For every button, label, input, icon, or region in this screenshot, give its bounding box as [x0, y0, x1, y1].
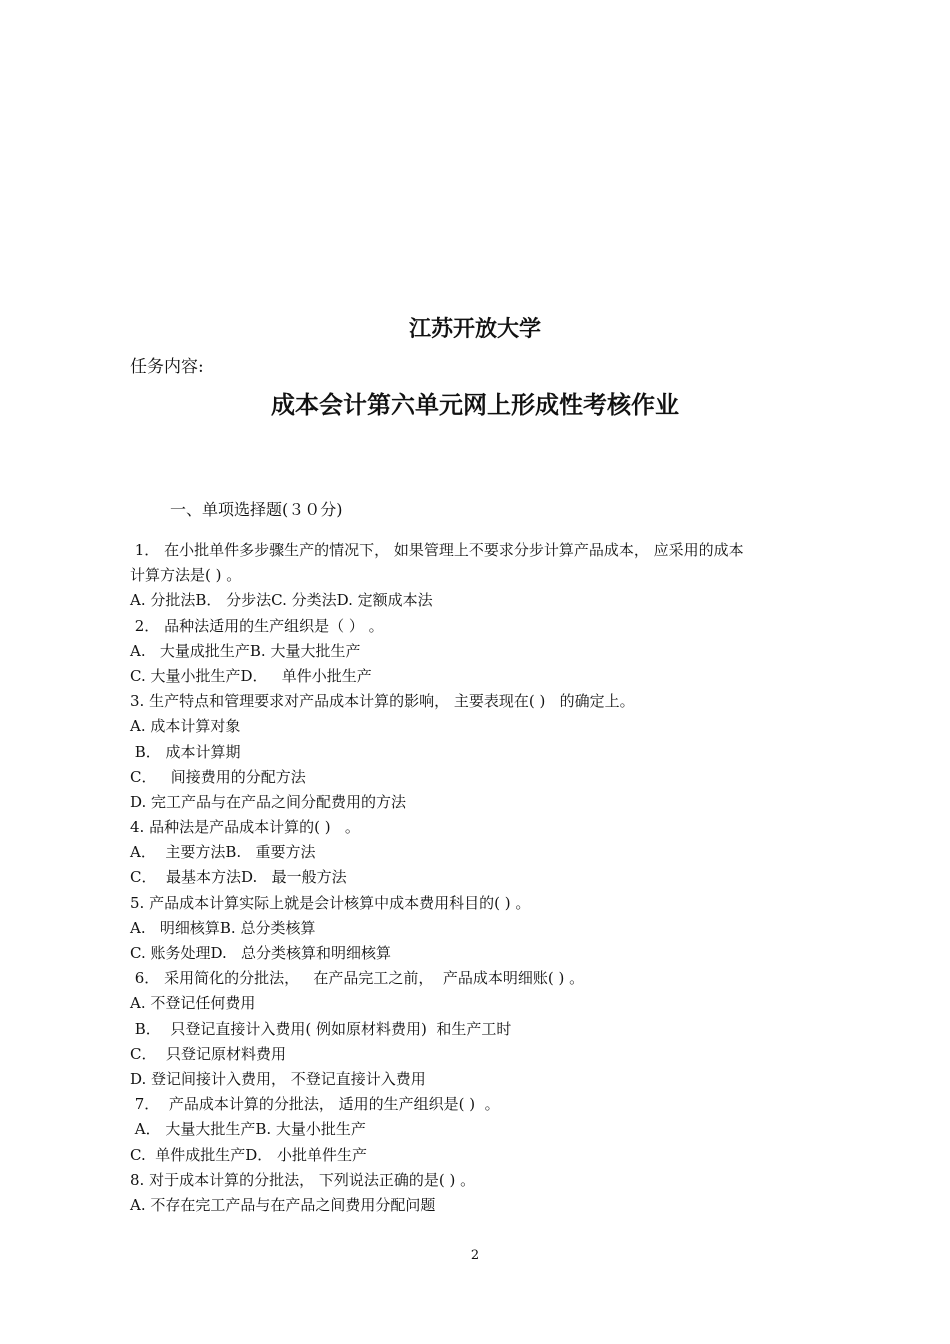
- question-line: C． 只登记原材料费用: [130, 1044, 287, 1063]
- question-line: 8. 对于成本计算的分批法， 下列说法正确的是( ) 。: [130, 1170, 476, 1189]
- assignment-title: 成本会计第六单元网上形成性考核作业: [271, 391, 679, 419]
- question-line: C. 账务处理D. 总分类核算和明细核算: [130, 944, 392, 962]
- question-line: D. 登记间接计入费用， 不登记直接计入费用: [130, 1069, 426, 1088]
- question-line: A. 不存在完工产品与在产品之间费用分配问题: [130, 1195, 436, 1214]
- question-line: C. 单件成批生产D． 小批单件生产: [130, 1145, 368, 1164]
- question-line: 2． 品种法适用的生产组织是（ ） 。: [130, 616, 384, 635]
- question-line: 6． 采用简化的分批法， 在产品完工之前， 产品成本明细账( ) 。: [130, 969, 585, 988]
- question-line: A. 明细核算B. 总分类核算: [130, 918, 316, 937]
- question-line: A. 大量成批生产B. 大量大批生产: [130, 641, 361, 660]
- question-line: 3. 生产特点和管理要求对产品成本计算的影响， 主要表现在( ) 的确定上。: [130, 692, 635, 711]
- question-list: [130, 538, 830, 1218]
- question-line: A． 大量大批生产B. 大量小批生产: [130, 1120, 366, 1139]
- question-line: A. 不登记任何费用: [130, 994, 256, 1013]
- page-number: 2: [470, 1248, 480, 1263]
- question-line: 7． 产品成本计算的分批法， 适用的生产组织是( ) 。: [130, 1095, 500, 1114]
- question-line: C． 最基本方法D. 最一般方法: [130, 868, 347, 887]
- question-line: 1． 在小批单件多步骤生产的情况下， 如果管理上不要求分步计算产品成本， 应采用的成本: [130, 541, 744, 559]
- question-line: A. 分批法B． 分步法C. 分类法D. 定额成本法: [130, 591, 433, 610]
- question-line: 4. 品种法是产品成本计算的( ) 。: [130, 818, 360, 837]
- school-name: 江苏开放大学: [408, 317, 541, 342]
- question-line: C． 间接费用的分配方法: [130, 767, 306, 786]
- question-line: 5. 产品成本计算实际上就是会计核算中成本费用科目的( ) 。: [130, 893, 531, 912]
- question-line: 计算方法是( ) 。: [130, 566, 242, 585]
- section-heading: 一、单项选择题(３０分): [170, 500, 343, 519]
- task-label: 任务内容:: [130, 357, 204, 377]
- question-line: C. 大量小批生产D． 单件小批生产: [130, 666, 372, 685]
- question-line: B． 成本计算期: [130, 742, 241, 761]
- question-line: A． 主要方法B. 重要方法: [130, 843, 316, 862]
- question-line: A. 成本计算对象: [130, 717, 241, 736]
- question-line: B． 只登记直接计入费用( 例如原材料费用) 和生产工时: [130, 1019, 512, 1038]
- question-line: D. 完工产品与在产品之间分配费用的方法: [130, 792, 407, 811]
